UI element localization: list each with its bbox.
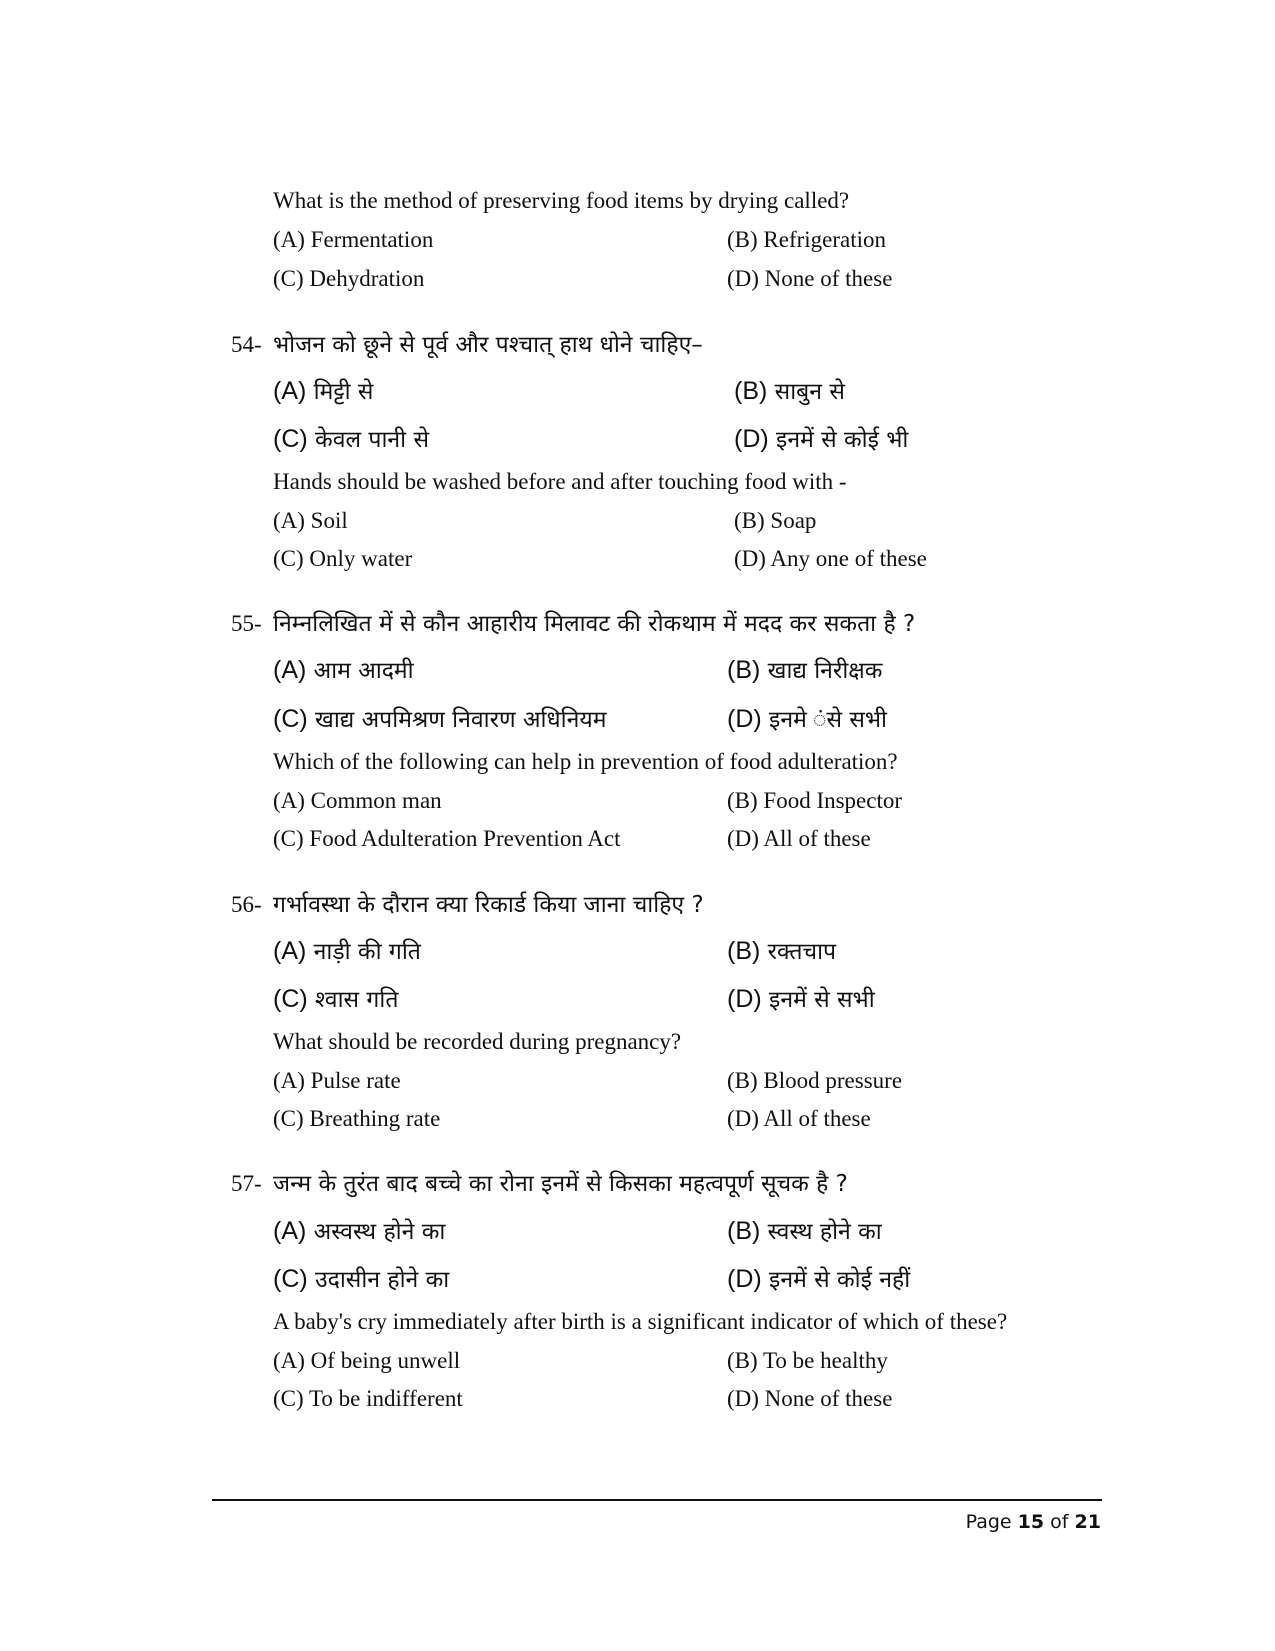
- option-d-english: (D) None of these: [727, 266, 893, 291]
- option-d-hindi: (D) इनमें से कोई नहीं: [727, 1265, 911, 1293]
- question-text: गर्भावस्था के दौरान क्या रिकार्ड किया जाना चाहिए ?: [273, 892, 704, 918]
- option-c-english: (C) Breathing rate: [273, 1106, 441, 1131]
- option-a-english: (A) Common man: [273, 788, 442, 813]
- option-b-hindi: (B) रक्तचाप: [727, 937, 837, 965]
- question-54-english: Hands should be washed before and after touching food with -: [273, 469, 847, 494]
- question-55-hindi: [231, 608, 915, 640]
- option-a-hindi: (A) आम आदमी: [273, 656, 414, 684]
- option-a-hindi: (A) नाड़ी की गति: [273, 937, 421, 965]
- option-b-hindi: (B) स्वस्थ होने का: [727, 1217, 882, 1245]
- option-a-hindi: (A) अस्वस्थ होने का: [273, 1217, 446, 1245]
- option-b-hindi: (B) साबुन से: [734, 377, 845, 405]
- option-a-english: (A) Fermentation: [273, 227, 434, 252]
- question-53-english: What is the method of preserving food items by drying called?: [273, 188, 850, 213]
- total-pages: 21: [1074, 1511, 1101, 1533]
- option-b-english: (B) Food Inspector: [727, 788, 903, 813]
- footer-divider: [212, 1499, 1102, 1501]
- question-number: 57-: [231, 1171, 262, 1196]
- question-57-english: A baby's cry immediately after birth is a significant indicator of which of these?: [273, 1309, 1008, 1334]
- option-d-hindi: (D) इनमें से सभी: [727, 985, 875, 1013]
- option-c-english: (C) To be indifferent: [273, 1386, 463, 1411]
- option-a-english: (A) Of being unwell: [273, 1348, 461, 1373]
- option-c-hindi: (C) खाद्य अपमिश्रण निवारण अधिनियम: [273, 705, 607, 733]
- option-c-hindi: (C) श्वास गति: [273, 985, 399, 1013]
- question-54-hindi: [231, 329, 703, 361]
- option-b-english: (B) Refrigeration: [727, 227, 887, 252]
- option-c-hindi: (C) केवल पानी से: [273, 425, 429, 453]
- option-d-english: (D) All of these: [727, 826, 871, 851]
- question-number: 54-: [231, 332, 262, 357]
- option-b-english: (B) Soap: [734, 508, 817, 533]
- option-d-hindi: (D) इनमे ंसे सभी: [727, 705, 888, 733]
- question-55-english: Which of the following can help in prevention of food adulteration?: [273, 749, 898, 774]
- question-56-hindi: [231, 889, 704, 921]
- option-d-english: (D) None of these: [727, 1386, 893, 1411]
- option-a-english: (A) Soil: [273, 508, 348, 533]
- option-c-english: (C) Food Adulteration Prevention Act: [273, 826, 621, 851]
- question-number: 56-: [231, 892, 262, 917]
- current-page: 15: [1017, 1511, 1045, 1533]
- question-text: निम्नलिखित में से कौन आहारीय मिलावट की रोकथाम में मदद कर सकता है ?: [273, 611, 916, 637]
- question-57-hindi: [231, 1168, 848, 1200]
- question-56-english: What should be recorded during pregnancy?: [273, 1029, 682, 1054]
- option-b-hindi: (B) खाद्य निरीक्षक: [727, 656, 883, 684]
- page-number: Page 15 of 21: [965, 1511, 1101, 1533]
- question-number: 55-: [231, 611, 262, 636]
- option-d-hindi: (D) इनमें से कोई भी: [734, 425, 909, 453]
- option-c-english: (C) Dehydration: [273, 266, 425, 291]
- option-d-english: (D) All of these: [727, 1106, 871, 1131]
- option-d-english: (D) Any one of these: [734, 546, 927, 571]
- question-text: भोजन को छूने से पूर्व और पश्चात् हाथ धोने चाहिए–: [273, 332, 703, 358]
- question-text: जन्म के तुरंत बाद बच्चे का रोना इनमें से किसका महत्वपूर्ण सूचक है ?: [273, 1171, 848, 1197]
- option-c-hindi: (C) उदासीन होने का: [273, 1265, 450, 1293]
- option-a-english: (A) Pulse rate: [273, 1068, 401, 1093]
- option-b-english: (B) To be healthy: [727, 1348, 888, 1373]
- option-c-english: (C) Only water: [273, 546, 413, 571]
- option-b-english: (B) Blood pressure: [727, 1068, 903, 1093]
- option-a-hindi: (A) मिट्टी से: [273, 377, 374, 405]
